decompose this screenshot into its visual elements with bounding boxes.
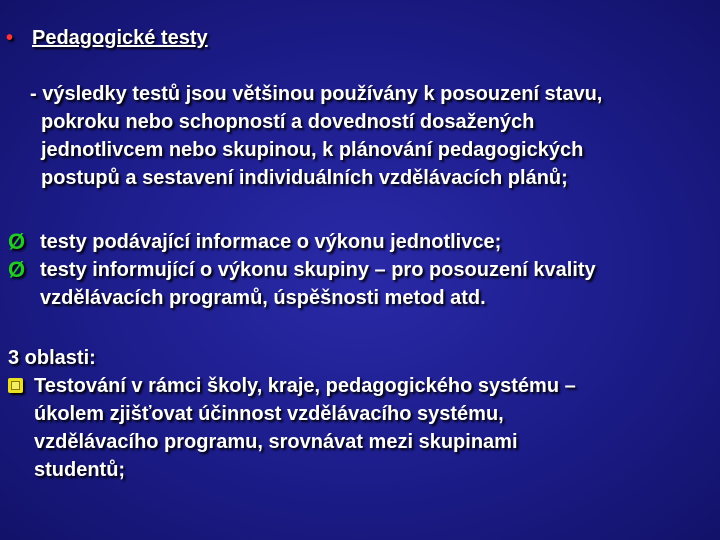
paragraph-line: postupů a sestavení individuálních vzdělávacích plánů;: [41, 167, 568, 189]
list-item: [8, 372, 576, 484]
arrow-bullet-list: [8, 228, 596, 312]
intro-paragraph: [30, 80, 602, 192]
list-item: [8, 228, 596, 256]
heading-bullet-icon: •: [6, 27, 14, 49]
list-item-text: testy informující o výkonu skupiny – pro posouzení kvality: [40, 259, 596, 281]
paragraph-line: - výsledky testů jsou většinou používány k posouzení stavu,: [30, 83, 603, 105]
slide-heading: [6, 24, 208, 52]
list-item: [8, 256, 596, 312]
list-item-text: vzdělávacího programu, srovnávat mezi skupinami: [34, 431, 518, 453]
arrow-bullet-icon: Ø: [8, 257, 26, 282]
list-item-text: studentů;: [34, 459, 126, 481]
areas-section: [8, 344, 576, 484]
list-item-text: úkolem zjišťovat účinnost vzdělávacího systému,: [34, 403, 504, 425]
paragraph-line: jednotlivcem nebo skupinou, k plánování pedagogických: [41, 139, 584, 161]
heading-title: Pedagogické testy: [32, 27, 208, 49]
section-label: 3 oblasti:: [8, 347, 96, 369]
paragraph-line: pokroku nebo schopností a dovedností dosažených: [41, 111, 535, 133]
list-item-text: Testování v rámci školy, kraje, pedagogického systému –: [34, 375, 576, 397]
checkbox-bullet-icon: [8, 378, 23, 393]
list-item-text: vzdělávacích programů, úspěšnosti metod atd.: [40, 287, 486, 309]
list-item-text: testy podávající informace o výkonu jednotlivce;: [40, 231, 502, 253]
arrow-bullet-icon: Ø: [8, 229, 26, 254]
